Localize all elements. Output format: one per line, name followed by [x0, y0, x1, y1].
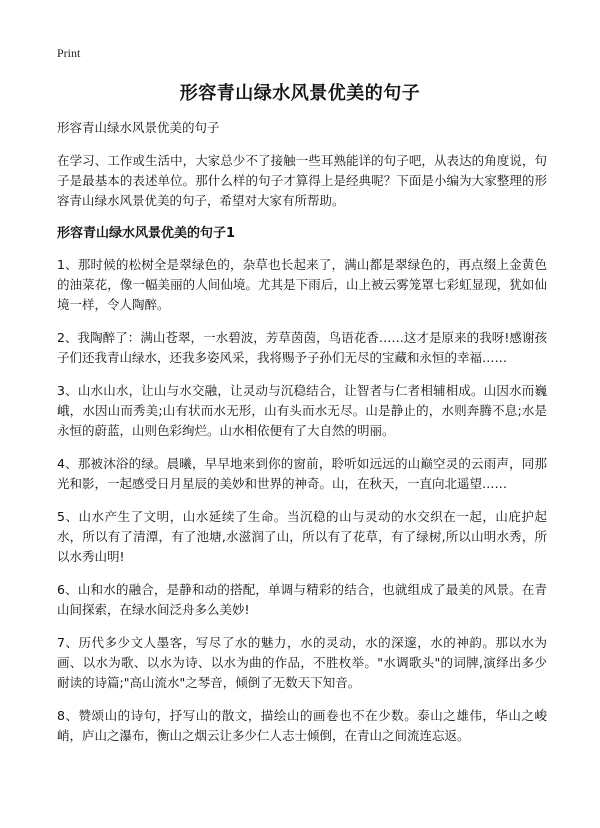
- paragraph-2: 2、我陶醉了：满山苍翠，一水碧波，芳草茵茵，鸟语花香……这才是原来的我呀!感谢孩子们还我青山绿水，还我多姿风采，我将赐予子孙们无尽的宝藏和永恒的幸福……: [57, 330, 547, 365]
- paragraph-3: 3、山水山水，让山与水交融，让灵动与沉稳结合，让智者与仁者相辅相成。山因水而巍峨，水因山而秀美;山有状而水无形，山有头而水无尽。山是静止的，水则奔腾不息;水是永恒的蔚蓝，山则色彩绚烂。山水相依便有了大自然的明丽。: [57, 383, 547, 438]
- article-subtitle: 形容青山绿水风景优美的句子: [57, 120, 220, 135]
- paragraph-8: 8、赞颂山的诗句，抒写山的散文，描绘山的画卷也不在少数。泰山之雄伟，华山之峻峭，庐山之瀑布，衡山之烟云让多少仁人志士倾倒，在青山之间流连忘返。: [57, 708, 547, 743]
- paragraph-5: 5、山水产生了文明，山水延续了生命。当沉稳的山与灵动的水交织在一起，山庇护起水，所以有了清潭，有了池塘,水滋润了山，所以有了花草，有了绿树,所以山明水秀，所以水秀山明!: [57, 509, 547, 564]
- paragraph-4: 4、那被沐浴的绿。晨曦，早早地来到你的窗前，聆听如远远的山巅空灵的云雨声，同那光和影，一起感受日月星辰的美妙和世界的神奇。山，在秋天，一直向北遥望……: [57, 456, 547, 491]
- section-heading: 形容青山绿水风景优美的句子1: [57, 226, 236, 241]
- intro-paragraph: 在学习、工作或生活中，大家总少不了接触一些耳熟能详的句子吧，从表达的角度说，句子是最基本的表述单位。那什么样的句子才算得上是经典呢？下面是小编为大家整理的形容青山绿水风景优美的句子，希望对大家有所帮助。: [57, 153, 547, 208]
- print-link[interactable]: Print: [57, 46, 81, 60]
- page-title: 形容青山绿水风景优美的句子: [179, 83, 421, 104]
- article-body: [57, 118, 547, 759]
- paragraph-7: 7、历代多少文人墨客，写尽了水的魅力，水的灵动，水的深邃，水的神韵。那以水为画、以水为歌、以水为诗、以水为曲的作品，不胜枚举。"水调歌头"的词牌,演绎出多少耐读的诗篇;"高山流水"之琴音，倾倒了无数天下知音。: [57, 635, 547, 690]
- paragraph-6: 6、山和水的融合，是静和动的搭配，单调与精彩的结合，也就组成了最美的风景。在青山间探索，在绿水间泛舟多么美妙!: [57, 582, 547, 617]
- paragraph-1: 1、那时候的松树全是翠绿色的，杂草也长起来了，满山都是翠绿色的，再点缀上金黄色的油菜花，像一幅美丽的人间仙境。尤其是下雨后，山上被云雾笼罩七彩虹显现，犹如仙境一样，令人陶醉。: [57, 257, 547, 312]
